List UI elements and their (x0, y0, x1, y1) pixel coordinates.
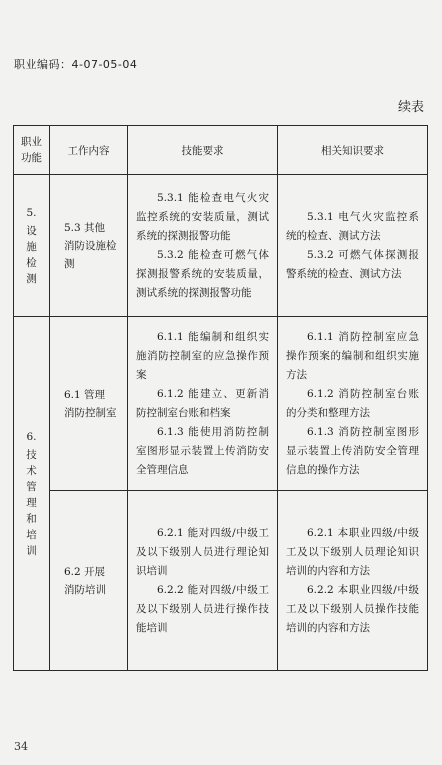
skill-item: 6.2.1 能对四级/中级工及以下级别人员进行理论知识培训 (136, 526, 269, 577)
knowledge-item: 6.1.2 消防控制室台账的分类和整理方法 (286, 387, 419, 419)
occupation-code: 职业编码：4-07-05-04 (14, 58, 138, 71)
work-line: 5.3 其他 (64, 221, 106, 234)
column-header-knowledge: 相关知识要求 (278, 126, 428, 175)
function-name: 设施检测 (26, 224, 37, 285)
knowledge-cell (278, 317, 428, 491)
table-row (14, 175, 428, 317)
work-line: 6.1 管理 (64, 388, 106, 401)
skill-cell (128, 491, 278, 671)
skill-item: 5.3.2 能检查可燃气体探测报警系统的安装质量，测试系统的探测报警功能 (136, 248, 269, 299)
function-cell (14, 175, 50, 317)
work-cell (50, 175, 128, 317)
column-header-function (14, 126, 50, 175)
knowledge-item: 6.1.1 消防控制室应急操作预案的编制和组织实施方法 (286, 330, 419, 381)
work-line: 测 (64, 257, 75, 270)
work-line: 消防控制室 (64, 406, 117, 419)
function-cell (14, 317, 50, 671)
work-line: 消防培训 (64, 583, 106, 596)
function-number: 6. (26, 430, 37, 443)
column-header-work: 工作内容 (50, 126, 128, 175)
knowledge-item: 6.1.3 消防控制室图形显示装置上传消防安全管理信息的操作方法 (286, 425, 419, 476)
skill-item: 5.3.1 能检查电气火灾监控系统的安装质量，测试系统的探测报警功能 (136, 191, 269, 242)
skills-table (13, 125, 427, 671)
function-name: 技术管理和培训 (26, 448, 37, 557)
table-row (14, 491, 428, 671)
work-line: 消防设施检 (64, 239, 117, 252)
skill-item: 6.1.3 能使用消防控制室图形显示装置上传消防安全管理信息 (136, 425, 269, 476)
page-number: 34 (14, 740, 28, 753)
knowledge-cell (278, 491, 428, 671)
column-header-skill: 技能要求 (128, 126, 278, 175)
table-header-row (14, 126, 428, 175)
column-header-function-text: 职业 功能 (21, 136, 42, 164)
knowledge-item: 5.3.2 可燃气体探测报警系统的检查、测试方法 (286, 248, 419, 280)
knowledge-item: 5.3.1 电气火灾监控系统的检查、测试方法 (286, 210, 419, 242)
knowledge-cell (278, 175, 428, 317)
table-row (14, 317, 428, 491)
knowledge-item: 6.2.1 本职业四级/中级工及以下级别人员理论知识培训的内容和方法 (286, 526, 419, 577)
skill-item: 6.1.1 能编制和组织实施消防控制室的应急操作预案 (136, 330, 269, 381)
function-number: 5. (26, 206, 37, 219)
skill-item: 6.2.2 能对四级/中级工及以下级别人员进行操作技能培训 (136, 583, 269, 634)
skill-cell (128, 175, 278, 317)
knowledge-item: 6.2.2 本职业四级/中级工及以下级别人员操作技能培训的内容和方法 (286, 583, 419, 634)
skill-cell (128, 317, 278, 491)
work-cell (50, 317, 128, 491)
work-line: 6.2 开展 (64, 565, 106, 578)
work-cell (50, 491, 128, 671)
continued-label: 续表 (397, 100, 424, 115)
skill-item: 6.1.2 能建立、更新消防控制室台账和档案 (136, 387, 269, 419)
